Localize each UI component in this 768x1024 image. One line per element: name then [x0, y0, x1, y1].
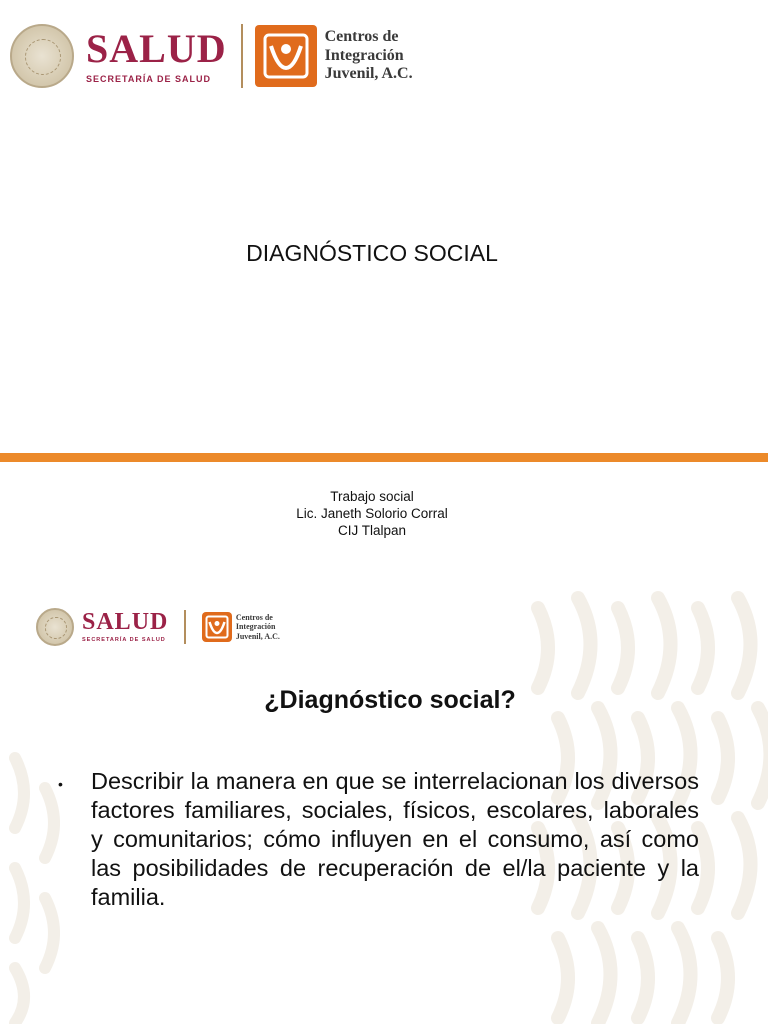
orange-rule	[0, 453, 768, 462]
logo-divider	[241, 24, 243, 88]
coat-of-arms-seal-icon	[36, 608, 74, 646]
decorative-pattern-left-icon	[0, 748, 60, 1024]
salud-wordmark: SALUD	[86, 25, 227, 71]
cij-name-line-2: Integración	[324, 46, 404, 64]
cij-name-line-2: Integración	[235, 622, 276, 632]
slide-title: ¿Diagnóstico social?	[264, 686, 516, 714]
salud-logo	[82, 610, 168, 644]
header-logos	[10, 24, 413, 88]
cij-emblem-icon	[205, 615, 229, 639]
logo-divider	[184, 610, 186, 644]
cij-emblem-icon	[262, 32, 310, 80]
header-logos	[36, 608, 280, 646]
cij-name	[236, 613, 280, 641]
salud-logo	[86, 25, 227, 84]
slide-2	[0, 588, 768, 1024]
credit-line: Trabajo social	[330, 489, 414, 504]
coat-of-arms-seal-icon	[10, 24, 74, 88]
slide-gap	[0, 576, 768, 588]
salud-subtitle: SECRETARÍA DE SALUD	[86, 73, 212, 84]
credits	[0, 488, 744, 539]
cij-name-line-1: Centros de	[324, 28, 399, 46]
bullet-marker: •	[58, 776, 63, 792]
salud-subtitle: SECRETARÍA DE SALUD	[82, 637, 166, 644]
salud-wordmark: SALUD	[82, 609, 169, 636]
cij-logo-icon	[202, 612, 232, 642]
cij-logo-icon	[255, 25, 317, 87]
cij-name-line-3: Juvenil, A.C.	[324, 65, 413, 83]
cij-name-line-1: Centros de	[235, 613, 273, 623]
cij-name	[325, 28, 413, 83]
cij-name-line-3: Juvenil, A.C.	[235, 631, 280, 641]
slide-title: DIAGNÓSTICO SOCIAL	[246, 240, 498, 266]
credit-line: CIJ Tlalpan	[337, 523, 407, 538]
credit-line: Lic. Janeth Solorio Corral	[296, 506, 448, 521]
bullet-text: Describir la manera en que se interrelacionan los diversos factores familiares, sociales, físicos, escolares, laborales y comunitarios; cómo influyen en el consumo, así como las posibilidades de recuperación de el/la paciente y la familia.	[91, 768, 699, 910]
